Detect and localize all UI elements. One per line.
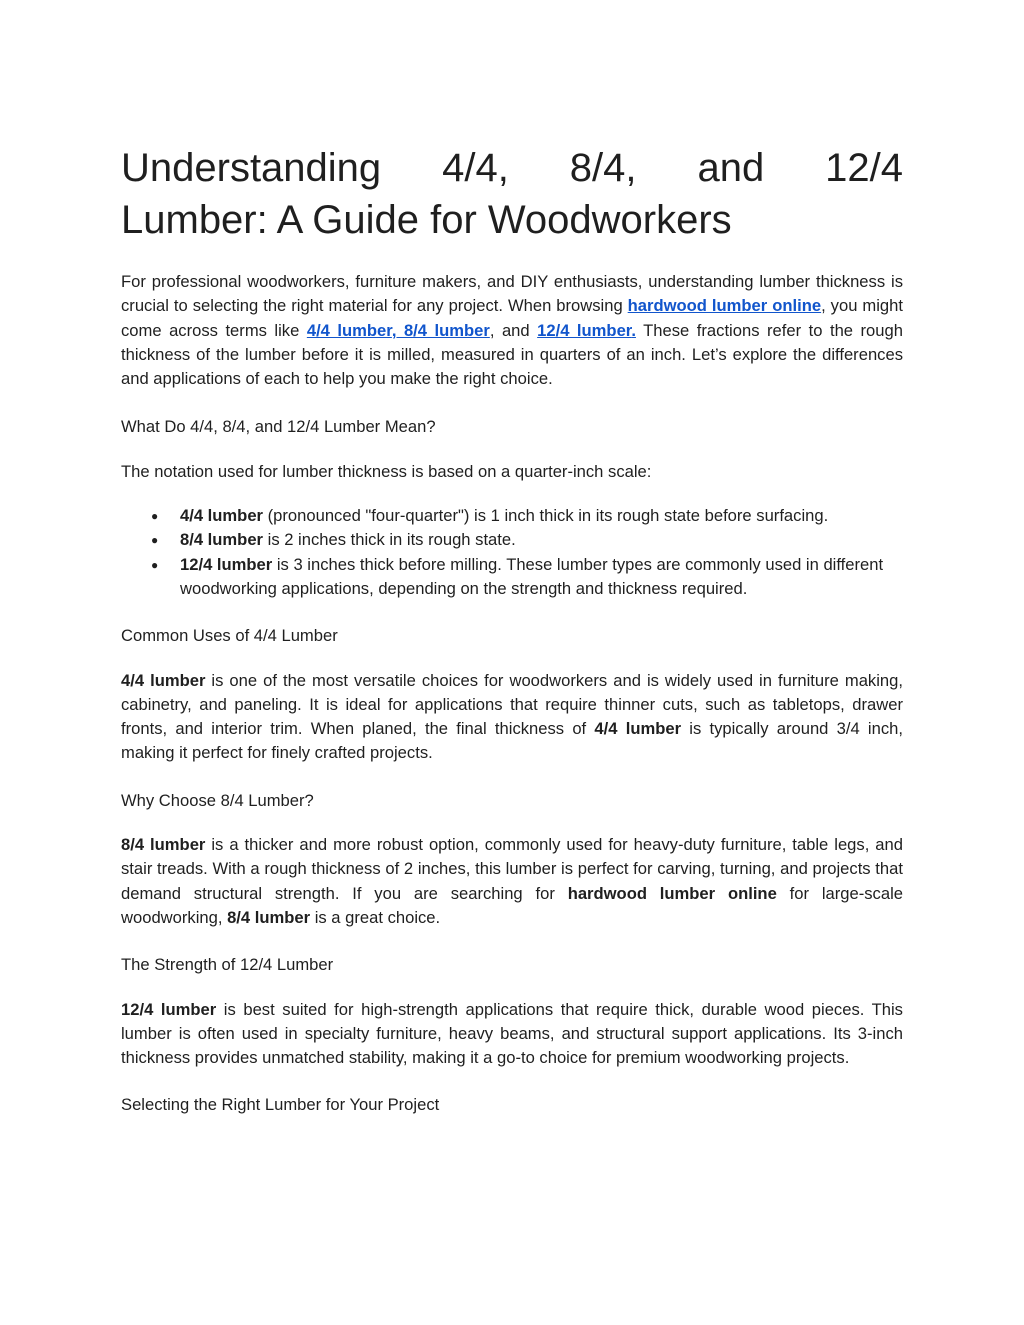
heading-why-8-4: Why Choose 8/4 Lumber? [121,790,314,810]
bullet-icon: ● [151,509,159,524]
intro-text-3: , and [489,320,538,340]
link-period[interactable]: . [631,320,636,340]
heading-uses-4-4: Common Uses of 4/4 Lumber [121,626,338,646]
link-4-4-lumber[interactable]: 4/4 lumber [306,320,392,340]
heading-strength-12-4: The Strength of 12/4 Lumber [121,955,334,975]
bold-term: 8/4 lumber [227,907,311,927]
bullet-text: is 3 inches thick before milling. These lumber types are commonly used in different woodworking applications, depending on the strength and thickness required. [180,554,884,598]
heading-selecting-lumber: Selecting the Right Lumber for Your Project [121,1095,440,1115]
bullet-bold-term: 12/4 lumber [180,554,273,574]
bullet-bold-term: 4/4 lumber [180,506,264,526]
paragraph-text: is typically around 3/4 inch, making it perfect for finely crafted projects. [121,719,903,763]
thickness-bullet-list [121,504,903,601]
link-12-4-lumber[interactable]: 12/4 lumber [537,320,632,340]
bullet-text: is 2 inches thick in its rough state. [263,530,516,550]
bullet-icon: ● [151,533,159,548]
list-item [151,553,903,602]
intro-text-2: , you might come across terms like [121,296,903,340]
paragraph-text: is a thicker and more robust option, commonly used for heavy-duty furniture, table legs, and stair treads. With a rough thickness of 2 inches, this lumber is perfect for carving, turning, and projects that demand structural strength. If you are searching for [121,835,903,903]
paragraph-8-4 [121,833,903,930]
bullet-bold-term: 8/4 lumber [180,530,264,550]
paragraph-text: for large-scale woodworking, [121,883,903,927]
intro-paragraph [121,270,903,391]
intro-text-4: These fractions refer to the rough thickness of the lumber before it is milled, measured in quarters of an inch. Let’s explore the differences and applications of each to help you make the right choice. [121,320,903,389]
title-line-2: Lumber: A Guide for Woodworkers [121,198,732,242]
bold-term: 12/4 lumber [121,999,217,1019]
list-item [151,504,903,528]
bullet-icon: ● [151,557,159,572]
title-line-1: Understanding 4/4, 8/4, and 12/4 [121,146,903,190]
paragraph-text: is a great choice. [310,907,441,927]
hardwood-lumber-online-link[interactable]: hardwood lumber online [627,296,822,316]
link-8-4-lumber[interactable]: 8/4 lumber [396,320,490,340]
notation-paragraph: The notation used for lumber thickness is based on a quarter-inch scale: [121,461,652,481]
document-title [121,142,903,246]
paragraph-text: is best suited for high-strength applications that require thick, durable wood pieces. This lumber is often used in specialty furniture, heavy beams, and structural support applications. Its 3-inch thickness provides unmatched stability, making it a go-to choice for premium woodworking projects. [121,999,903,1068]
bold-term: hardwood lumber online [567,883,777,903]
intro-text-1: For professional woodworkers, furniture makers, and DIY enthusiasts, understanding lumber thickness is crucial to selecting the right material for any project. When browsing [121,272,903,316]
bold-term: 8/4 lumber [121,835,206,855]
bold-term: 4/4 lumber [121,670,206,690]
document-page [121,0,903,1118]
paragraph-text: is one of the most versatile choices for woodworkers and is widely used in furniture making, cabinetry, and paneling. It is ideal for applications that require thinner cuts, such as tabletops, drawer fronts, and interior trim. When planed, the final thickness of [121,670,903,739]
paragraph-12-4 [121,998,903,1071]
list-item [151,528,903,552]
bold-term: 4/4 lumber [594,719,682,739]
heading-lumber-meaning: What Do 4/4, 8/4, and 12/4 Lumber Mean? [121,417,436,437]
link-separator-comma[interactable]: , [391,320,397,340]
paragraph-4-4 [121,669,903,766]
bullet-text: (pronounced "four-quarter") is 1 inch thick in its rough state before surfacing. [263,506,829,526]
